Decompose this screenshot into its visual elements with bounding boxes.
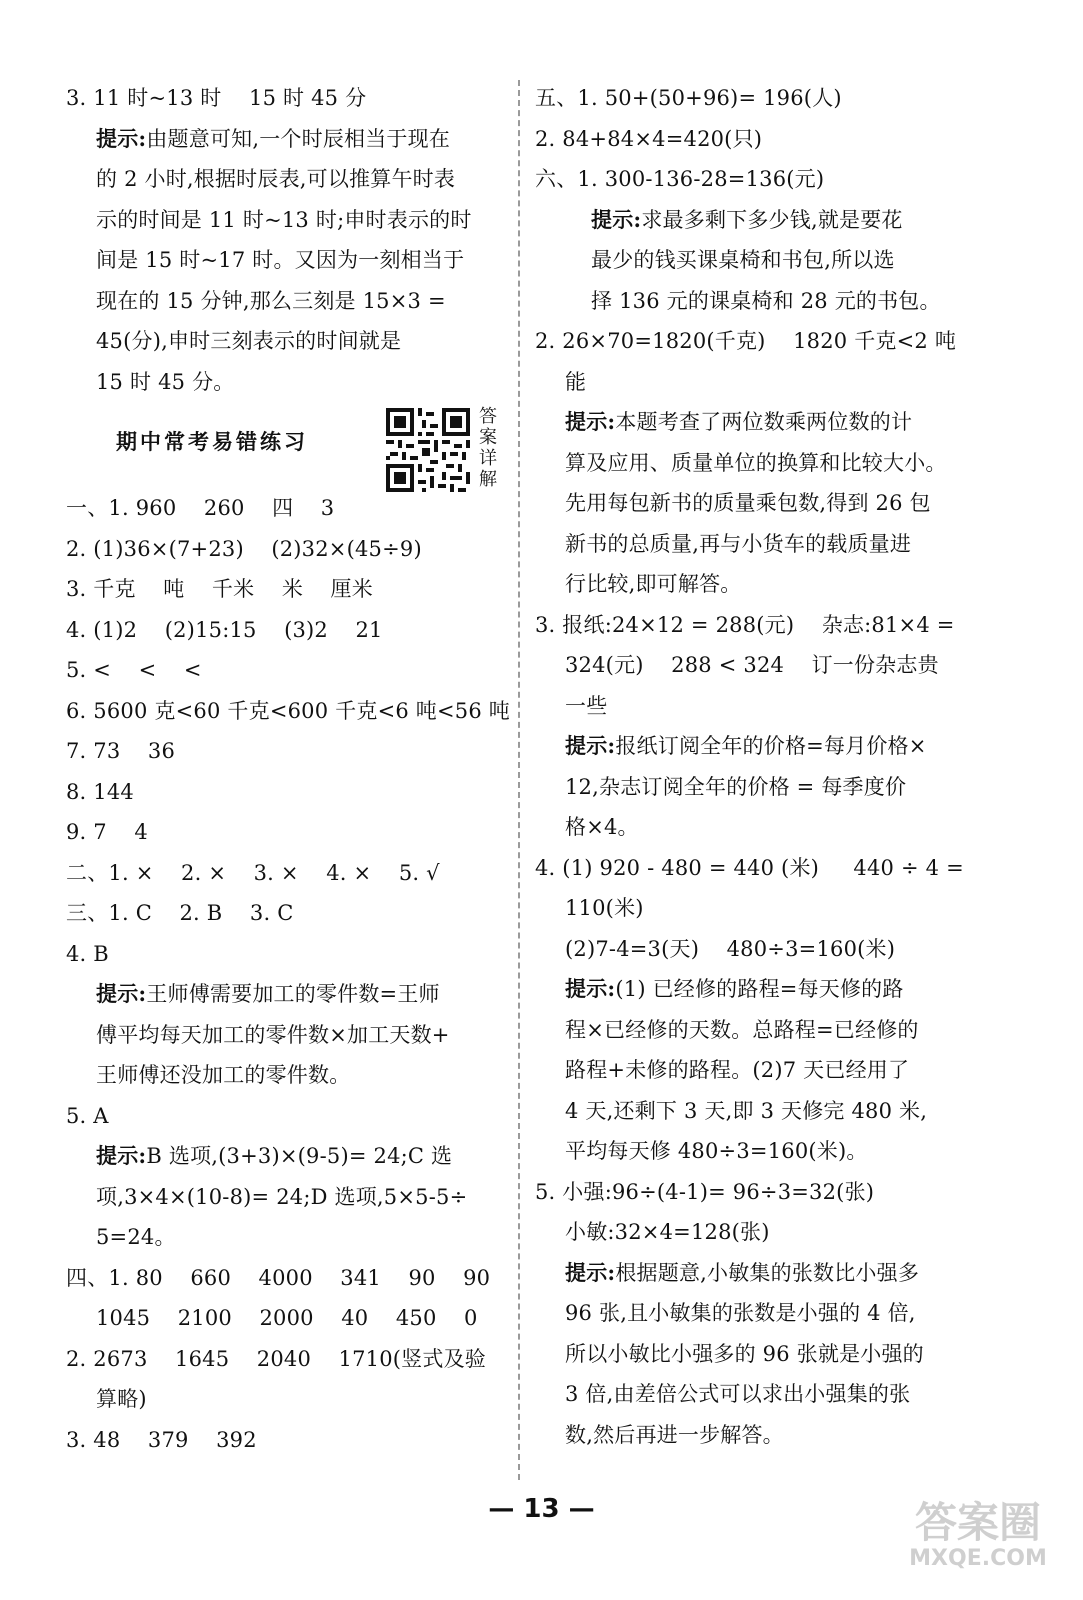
answer-text: 2. 26×70=1820(千克) 1820 千克<2 吨 [535,329,957,353]
qr-code-label: 答案详解 [479,406,497,490]
answer-line [535,524,975,565]
watermark-text: 答案圈 [914,1498,1041,1547]
hint-label: 提示: [565,976,616,1001]
answer-line [535,605,975,646]
answer-text: 4. B [66,941,109,966]
answer-line [535,1374,975,1415]
answer-text: 由题意可知,一个时辰相当于现在 [146,126,451,151]
answer-block-bottom [66,488,510,1460]
answer-text: 小敏:32×4=128(张) [565,1220,770,1244]
answer-text: (1) 已经修的路程=每天修的路 [615,977,904,1001]
answer-line [535,888,975,929]
answer-line [66,893,506,934]
section-title: 期中常考易错练习 [116,430,308,454]
hint-label: 提示: [565,409,616,434]
answer-text: 四、1. 80 660 4000 341 90 90 [66,1265,491,1290]
answer-line [66,488,506,529]
hint-label: 提示: [96,125,147,151]
answer-text: 五、1. 50+(50+96)= 196(人) [535,86,842,110]
answer-text: 一、1. 960 260 四 3 [66,496,335,520]
hint-label: 提示: [591,206,642,232]
hint-label: 提示: [565,733,616,758]
answer-line [535,929,975,970]
answer-line [535,1091,975,1132]
answer-text: 5=24。 [96,1225,176,1249]
answer-line [66,78,506,119]
answer-line [66,853,506,894]
answer-text: 110(米) [565,896,644,920]
answer-text: 3. 48 379 392 [66,1427,257,1452]
answer-text: 45(分),申时三刻表示的时间就是 [96,329,402,353]
answer-line [535,1334,975,1375]
answer-text: 3. 报纸:24×12 = 288(元) 杂志:81×4 = [535,612,955,637]
page-number: — 13 — [488,1494,595,1524]
answer-line [66,1055,506,1096]
answer-line [535,848,975,889]
answer-text: 2. 84+84×4=420(只) [535,126,763,151]
hint-label: 提示: [565,1259,616,1285]
answer-text: 二、1. × 2. × 3. × 4. × 5. √ [66,860,440,885]
answer-line [535,240,975,281]
answer-line [66,731,506,772]
answer-line [66,1298,506,1339]
answer-line [535,1172,975,1213]
answer-line [535,767,975,808]
answer-text: 傅平均每天加工的零件数×加工天数+ [96,1022,450,1047]
section-header [66,406,506,490]
answer-line [66,281,506,322]
answer-line [66,321,506,362]
answer-line [535,1212,975,1253]
answer-line [66,119,506,160]
answer-text: 六、1. 300-136-28=136(元) [535,167,825,191]
answer-text: 算略) [96,1387,147,1411]
answer-line [535,807,975,848]
answer-text: B 选项,(3+3)×(9-5)= 24;C 选 [146,1144,453,1168]
answer-text: 平均每天修 480÷3=160(米)。 [565,1139,868,1163]
answer-line [535,969,975,1010]
answer-text: (2)7-4=3(天) 480÷3=160(米) [565,936,896,961]
answer-text: 15 时 45 分。 [96,369,235,394]
answer-text: 王师傅还没加工的零件数。 [96,1063,351,1087]
answer-text: 8. 144 [66,779,134,804]
answer-text: 3 倍,由差倍公式可以求出小强集的张 [565,1382,911,1406]
answer-text: 报纸订阅全年的价格=每月价格× [615,734,927,758]
answer-line [66,569,506,610]
answer-text: 3. 千克 吨 千米 米 厘米 [66,577,373,601]
answer-text: 所以小敏比小强多的 96 张就是小强的 [565,1341,924,1366]
answer-text: 12,杂志订阅全年的价格 = 每季度价 [565,774,907,799]
answer-line [66,1177,506,1218]
answer-line [535,402,975,443]
answer-line [66,812,506,853]
answer-text: 程×已经修的天数。总路程=已经修的 [565,1017,919,1042]
answer-line [535,1415,975,1456]
answer-line [535,119,975,160]
answer-text: 数,然后再进一步解答。 [565,1422,784,1447]
answer-line [66,159,506,200]
answer-text: 4. (1)2 (2)15:15 (3)2 21 [66,617,383,642]
answer-text: 5. A [66,1103,109,1128]
answer-text: 1045 2100 2000 40 450 0 [96,1306,478,1330]
answer-line [66,1420,506,1461]
answer-text: 2. (1)36×(7+23) (2)32×(45÷9) [66,536,422,561]
answer-line [66,650,506,691]
answer-line [66,362,506,403]
answer-text: 4. (1) 920 - 480 = 440 (米) 440 ÷ 4 = [535,855,964,880]
answer-line [66,772,506,813]
answer-line [66,529,506,570]
hint-label: 提示: [96,981,147,1006]
answer-line [535,200,975,241]
answer-line [66,610,506,651]
answer-text: 王师傅需要加工的零件数=王师 [146,982,440,1006]
answer-line [66,1015,506,1056]
answer-line [535,564,975,605]
answer-line [66,1096,506,1137]
answer-text: 3. 11 时~13 时 15 时 45 分 [66,86,367,110]
answer-line [535,443,975,484]
answer-line [535,362,975,403]
answer-text: 间是 15 时~17 时。又因为一刻相当于 [96,248,465,272]
answer-text: 的 2 小时,根据时辰表,可以推算午时表 [96,167,456,191]
answer-text: 4 天,还剩下 3 天,即 3 天修完 480 米, [565,1098,928,1123]
answer-text: 示的时间是 11 时~13 时;申时表示的时 [96,207,472,232]
answer-line [535,281,975,322]
answer-text: 行比较,即可解答。 [565,572,742,596]
answer-text: 324(元) 288 < 324 订一份杂志贵 [565,653,939,677]
answer-line [66,1217,506,1258]
answer-line [535,159,975,200]
answer-line [66,1136,506,1177]
answer-text: 6. 5600 克<60 千克<600 千克<6 吨<56 吨 [66,698,510,723]
answer-text: 求最多剩下多少钱,就是要花 [641,207,903,232]
answer-text: 新书的总质量,再与小货车的载质量进 [565,531,912,556]
answer-line [535,1131,975,1172]
answer-text: 项,3×4×(10-8)= 24;D 选项,5×5-5÷ [96,1184,468,1209]
qr-code-icon[interactable] [386,408,470,492]
answer-text: 5. < < < [66,658,202,682]
right-column [535,78,975,1455]
column-divider [518,80,520,1480]
answer-text: 路程+未修的路程。(2)7 天已经用了 [565,1058,910,1082]
answer-text: 三、1. C 2. B 3. C [66,901,294,925]
answer-text: 9. 7 4 [66,820,148,844]
answer-text: 最少的钱买课桌椅和书包,所以选 [591,248,895,272]
answer-text: 择 136 元的课桌椅和 28 元的书包。 [591,288,941,313]
left-column [66,78,510,1460]
answer-line [66,691,510,732]
answer-text: 96 张,且小敏集的张数是小强的 4 倍, [565,1301,916,1325]
watermark-logo [893,1490,1063,1580]
answer-text: 2. 2673 1645 2040 1710(竖式及验 [66,1346,486,1371]
answer-line [535,1253,975,1294]
answer-line [535,1293,975,1334]
answer-line [66,974,506,1015]
answer-text: 算及应用、质量单位的换算和比较大小。 [565,450,947,475]
hint-label: 提示: [96,1143,147,1168]
answer-line [535,321,975,362]
answer-line [535,1050,975,1091]
answer-text: 一些 [565,693,608,718]
answer-line [535,1010,975,1051]
watermark-url: MXQE.COM [909,1546,1047,1571]
answer-text: 本题考查了两位数乘两位数的计 [615,410,913,434]
answer-block-top [66,78,506,402]
answer-text: 5. 小强:96÷(4-1)= 96÷3=32(张) [535,1179,875,1204]
answer-line [66,240,506,281]
answer-line [66,1258,506,1299]
answer-line [535,645,975,686]
answer-line [66,1339,506,1380]
answer-text: 先用每包新书的质量乘包数,得到 26 包 [565,491,931,515]
answer-text: 根据题意,小敏集的张数比小强多 [615,1260,920,1285]
answer-text: 7. 73 36 [66,739,176,763]
answer-line [535,686,975,727]
answer-line [535,483,975,524]
answer-text: 能 [565,369,587,394]
answer-text: 格×4。 [565,815,639,839]
answer-text: 现在的 15 分钟,那么三刻是 15×3 = [96,288,446,313]
answer-line [535,78,975,119]
answer-line [66,1379,506,1420]
answer-line [66,934,506,975]
answer-line [535,726,975,767]
answer-line [66,200,506,241]
